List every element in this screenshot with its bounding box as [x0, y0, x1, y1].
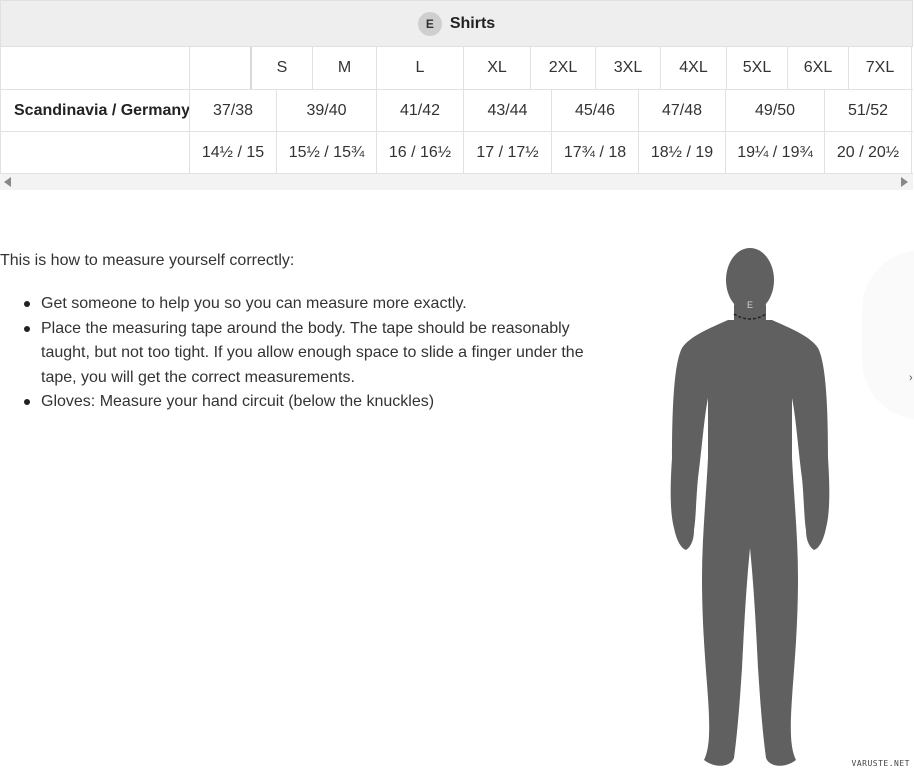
scroll-left-arrow-icon[interactable]	[4, 177, 11, 187]
eu-size-cell: 51/52	[824, 90, 912, 131]
table-cell-empty	[189, 47, 251, 89]
watermark-text: VARUSTE.NET	[851, 759, 910, 768]
list-item: Place the measuring tape around the body. The tape should be reasonably taught, but not too tight. If you allow enough space to slide a finger under the tape, you will get the correct measurements.	[22, 317, 612, 391]
table-cell-empty	[0, 47, 189, 89]
carousel-next-button[interactable]	[862, 250, 914, 420]
inch-size-cell: 15½ / 15¾	[276, 132, 376, 173]
eu-size-cell: 43/44	[463, 90, 551, 131]
inch-size-cell: 18½ / 19	[638, 132, 725, 173]
eu-size-cell: 41/42	[376, 90, 463, 131]
table-title-bar	[0, 0, 913, 47]
inch-size-cell: 14½ / 15	[189, 132, 276, 173]
eu-size-cell: 37/38	[189, 90, 276, 131]
size-cell-m: M	[312, 47, 376, 89]
eu-size-cell: 45/46	[551, 90, 638, 131]
table-horizontal-scrollbar[interactable]	[0, 174, 913, 190]
eu-size-cell: 47/48	[638, 90, 725, 131]
table-row-inch-sizes	[0, 132, 913, 174]
list-item: Get someone to help you so you can measure more exactly.	[22, 292, 612, 317]
row-label: Scandinavia / Germany	[0, 90, 189, 131]
size-cell-4xl: 4XL	[660, 47, 726, 89]
table-row-letter-sizes	[0, 47, 913, 90]
inch-size-cell: 17¾ / 18	[551, 132, 638, 173]
size-cell-xl: XL	[463, 47, 530, 89]
list-item: Gloves: Measure your hand circuit (below the knuckles)	[22, 390, 612, 415]
eu-size-cell: 49/50	[725, 90, 824, 131]
chevron-right-icon[interactable]: ›	[909, 372, 913, 384]
table-cell-empty	[0, 132, 189, 173]
table-row-eu-sizes	[0, 90, 913, 132]
eu-size-cell: 39/40	[276, 90, 376, 131]
size-cell-l: L	[376, 47, 463, 89]
measure-intro: This is how to measure yourself correctly:	[0, 252, 295, 269]
neck-marker-label: E	[746, 300, 754, 310]
inch-size-cell: 19¼ / 19¾	[725, 132, 824, 173]
inch-size-cell: 17 / 17½	[463, 132, 551, 173]
inch-size-cell: 16 / 16½	[376, 132, 463, 173]
body-silhouette-image	[660, 248, 840, 770]
size-cell-2xl: 2XL	[530, 47, 595, 89]
size-cell-6xl: 6XL	[787, 47, 848, 89]
measure-instructions-list	[22, 292, 612, 415]
size-cell-7xl: 7XL	[848, 47, 912, 89]
scroll-right-arrow-icon[interactable]	[901, 177, 908, 187]
body-silhouette	[671, 248, 830, 766]
size-letter-badge: E	[418, 12, 442, 36]
inch-size-cell: 20 / 20½	[824, 132, 912, 173]
size-cell-s: S	[250, 47, 312, 89]
table-title: Shirts	[449, 14, 496, 32]
size-cell-5xl: 5XL	[726, 47, 787, 89]
size-cell-3xl: 3XL	[595, 47, 660, 89]
